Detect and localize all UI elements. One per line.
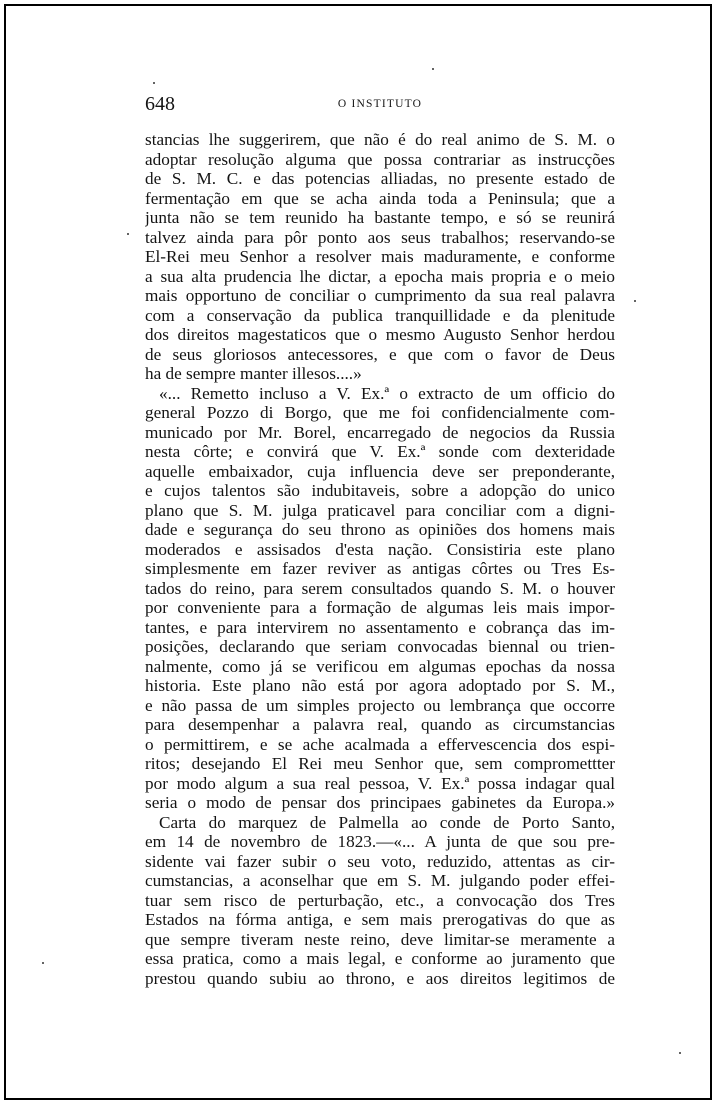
text-line: para desempenhar a palavra real, quando as circumstancias (145, 715, 615, 734)
text-line: tados do reino, para serem consultados quando S. M. o houver (145, 578, 615, 598)
text-line: stancias lhe suggerirem, que não é do real animo de S. M. o (145, 130, 615, 149)
text-line: talvez ainda para pôr ponto aos seus trabalhos; reservando-se (145, 227, 615, 247)
text-line: fermentação em que se acha ainda toda a Peninsula; que a (145, 188, 615, 208)
text-line: de seus gloriosos antecessores, e que com o favor de Deus (145, 344, 615, 364)
text-line: historia. Este plano não está por agora adoptado por S. M., (145, 676, 615, 695)
page-number: 648 (145, 93, 175, 115)
paper-speck (153, 82, 155, 84)
text-line: plano que S. M. julga praticavel para conciliar com a digni- (145, 500, 615, 520)
body-text (145, 130, 615, 988)
text-line: posições, declarando que seriam convocadas biennal ou trien- (145, 637, 615, 656)
text-line: Carta do marquez de Palmella ao conde de Porto Santo, (159, 812, 615, 832)
text-line: o permittirem, e se ache acalmada a effervescencia dos espi- (145, 734, 615, 754)
text-line: sidente vai fazer subir o seu voto, reduzido, attentas as cir- (145, 851, 615, 871)
text-line: tantes, e para intervirem no assentamento e cobrança das im- (145, 617, 615, 637)
text-line: general Pozzo di Borgo, que me foi confidencialmente com- (145, 403, 615, 422)
page-header (145, 92, 615, 116)
text-line: mais opportuno de conciliar o cumprimento da sua real palavra (145, 286, 615, 305)
text-line: «... Remetto incluso a V. Ex.ª o extracto de um officio do (159, 383, 615, 403)
text-line: dade e segurança do seu throno as opiniões dos homens mais (145, 520, 615, 539)
text-line: por modo algum a sua real pessoa, V. Ex.ª possa indagar qual (145, 773, 615, 793)
text-line: dos direitos magestaticos que o mesmo Augusto Senhor herdou (145, 325, 615, 344)
paper-speck (42, 962, 44, 964)
text-line: a sua alta prudencia lhe dictar, a epocha mais propria e o meio (145, 266, 615, 286)
text-line: seria o modo de pensar dos principaes gabinetes da Europa.» (145, 793, 615, 812)
text-line: e não passa de um simples projecto ou lembrança que occorre (145, 695, 615, 715)
text-line: essa pratica, como a mais legal, e conforme ao juramento que (145, 949, 615, 968)
text-line: junta não se tem reunido ha bastante tempo, e só se reunirá (145, 208, 615, 227)
text-line: de S. M. C. e das potencias alliadas, no presente estado de (145, 169, 615, 188)
text-line: moderados e assisados d'esta nação. Consistiria este plano (145, 539, 615, 559)
text-line: Estados na fórma antiga, e sem mais prerogativas do que as (145, 910, 615, 929)
text-line: cumstancias, a aconselhar que em S. M. julgando poder effei- (145, 871, 615, 890)
paper-speck (432, 68, 434, 70)
paper-speck (634, 300, 636, 302)
text-line: com a conservação da publica tranquillidade e da plenitude (145, 305, 615, 325)
text-line: ha de sempre manter illesos....» (145, 364, 362, 383)
paper-speck (127, 233, 129, 235)
text-line: adoptar resolução alguma que possa contrariar as instrucções (145, 149, 615, 169)
text-line: em 14 de novembro de 1823.—«... A junta de que sou pre- (145, 832, 615, 851)
text-line: nalmente, como já se verificou em algumas epochas da nossa (145, 656, 615, 676)
text-line: e cujos talentos são indubitaveis, sobre a adopção do unico (145, 481, 615, 500)
text-line: municado por Mr. Borel, encarregado de negocios da Russia (145, 422, 615, 442)
text-line: aquelle embaixador, cuja influencia deve ser preponderante, (145, 461, 615, 481)
text-line: tuar sem risco de perturbação, etc., a convocação dos Tres (145, 890, 615, 910)
text-line: que sempre tiveram neste reino, deve limitar-se meramente a (145, 929, 615, 949)
text-line: simplesmente em fazer reviver as antigas côrtes ou Tres Es- (145, 559, 615, 578)
text-line: nesta côrte; e convirá que V. Ex.ª sonde com dexteridade (145, 442, 615, 461)
running-title: O INSTITUTO (337, 98, 423, 110)
text-line: El-Rei meu Senhor a resolver mais maduramente, e conforme (145, 247, 615, 266)
text-line: por conveniente para a formação de algumas leis mais impor- (145, 598, 615, 617)
text-line: ritos; desejando El Rei meu Senhor que, sem compromettter (145, 754, 615, 773)
text-line: prestou quando subiu ao throno, e aos direitos legitimos de (145, 968, 615, 988)
paper-speck (679, 1052, 681, 1054)
